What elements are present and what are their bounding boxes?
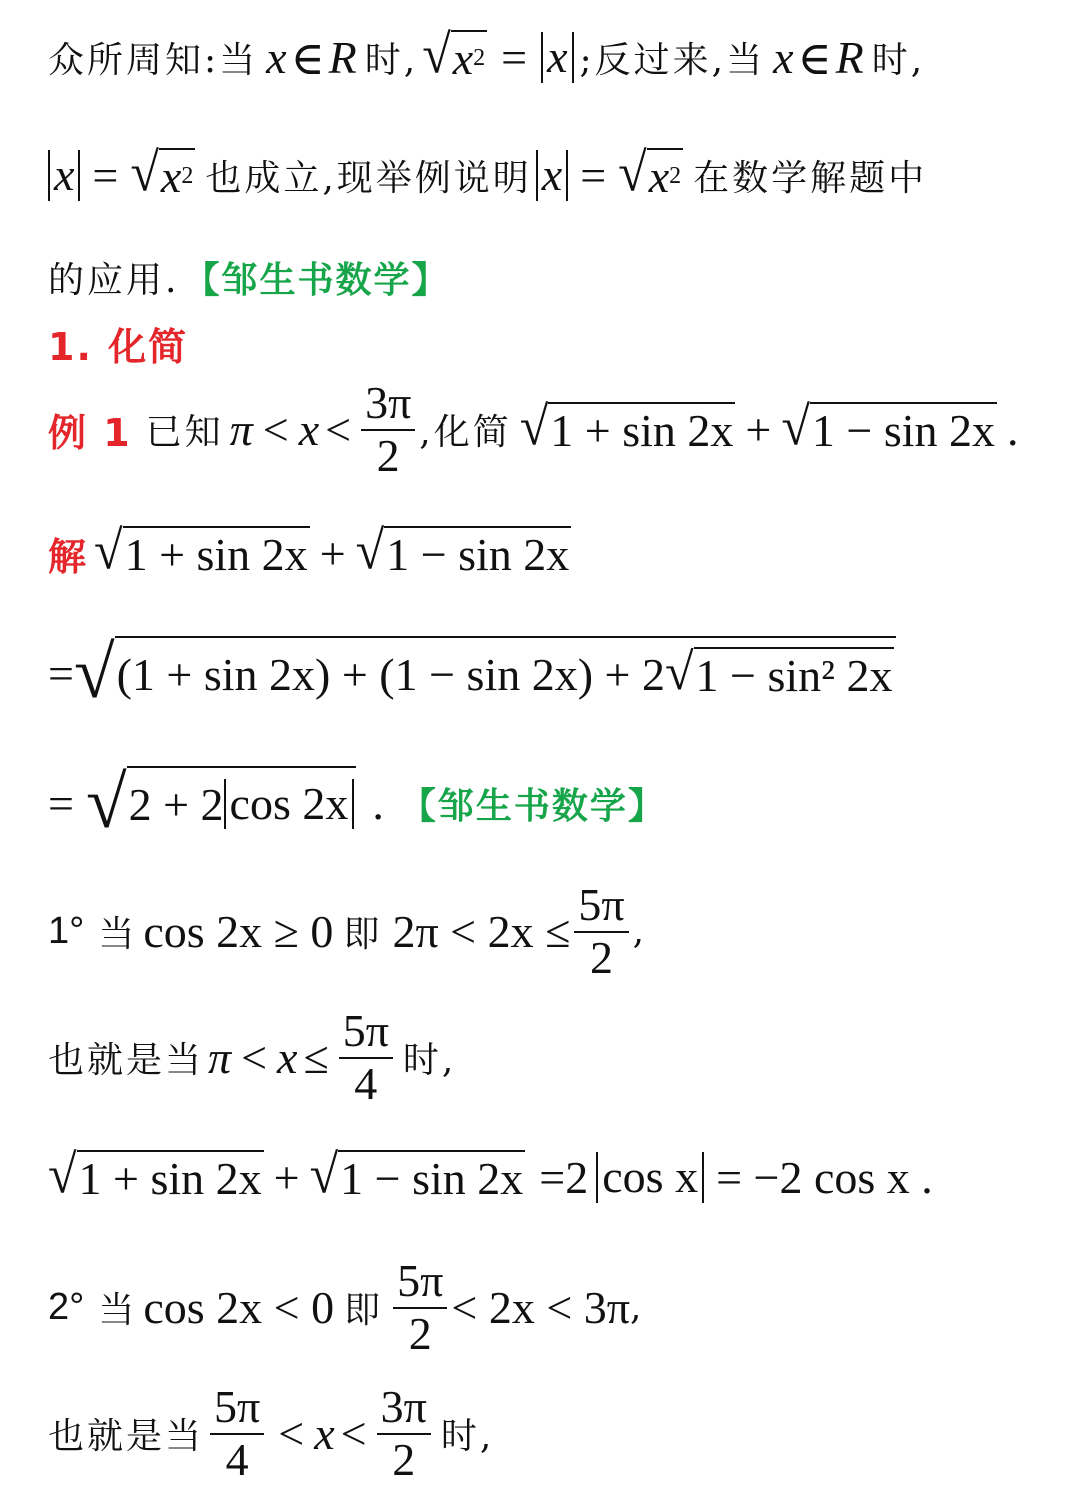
sqrt-one-minus-sin-squared <box>664 643 894 702</box>
case1-ie: 即 <box>343 914 383 956</box>
lt-symbol: < <box>278 1408 305 1460</box>
case1-marker: 1° <box>48 910 85 953</box>
radicand <box>127 766 357 840</box>
denominator: 2 <box>376 429 400 481</box>
abs-x: x <box>541 32 573 83</box>
plus-symbol: + <box>745 404 772 456</box>
result-eq-two: =2 <box>539 1152 589 1203</box>
intro-text-5: 也成立,现举例说明 <box>205 158 532 199</box>
case2-line-1: 2° 当 cos 2x < 0 即 $\frac{5\pi}{2}$ < 2x < 3π , <box>48 1255 645 1359</box>
numerator: 3π <box>361 378 415 431</box>
radicand <box>115 636 897 710</box>
solution-line-1 <box>48 521 571 582</box>
fraction-5pi-over-4 <box>210 1382 264 1485</box>
denominator: 2 <box>589 931 613 983</box>
radicand: x 2 <box>647 148 683 203</box>
radicand: 1 − sin 2x <box>338 1150 525 1205</box>
le-symbol: ≤ <box>303 1032 329 1084</box>
case2-when: 当 <box>98 1290 138 1332</box>
abs-cosx: cos x <box>596 1152 704 1203</box>
abs-cos2x: cos 2x <box>224 779 355 830</box>
example-text-1: 已知 <box>145 412 224 454</box>
denominator: 4 <box>354 1057 378 1109</box>
equals: = <box>48 647 74 699</box>
var-x: x <box>314 1408 335 1460</box>
plus-symbol: + <box>273 1152 300 1203</box>
period: . <box>1007 404 1019 456</box>
sqrt-one-minus-sin <box>781 397 997 458</box>
sqrt-x-squared <box>130 143 195 204</box>
numerator: 5π <box>210 1382 264 1435</box>
expanded-sum: (1 + sin 2x) + (1 − sin 2x) + 2 <box>116 648 665 700</box>
var-x: x <box>773 32 794 83</box>
radical-sign: √ <box>309 1145 339 1206</box>
case1-also: 也就是当 <box>48 1040 205 1082</box>
abs-x: x <box>48 150 80 201</box>
case2-marker: 2° <box>48 1286 85 1329</box>
set-R: R <box>328 32 357 83</box>
section-heading <box>48 316 188 371</box>
numerator: 3π <box>377 1382 431 1435</box>
case1-result <box>48 1145 933 1206</box>
two-plus-two: 2 + 2 <box>128 778 224 830</box>
denominator: 2 <box>408 1307 432 1359</box>
var-x: x <box>452 33 474 84</box>
radical-sign: √ <box>664 643 694 701</box>
set-R: R <box>835 32 864 83</box>
radical-sign: √ <box>422 25 451 86</box>
sqrt-one-minus-sin <box>309 1145 526 1206</box>
fraction-3pi-over-2 <box>377 1382 431 1485</box>
plus-symbol: + <box>319 528 346 579</box>
radical-sign: √ <box>94 521 123 582</box>
abs-x: x <box>536 150 568 201</box>
fraction-5pi-over-4 <box>339 1006 393 1109</box>
intro-line-2 <box>48 143 928 204</box>
var-x: x <box>266 32 287 83</box>
pi-symbol: π <box>229 404 253 456</box>
lt-symbol: < <box>262 404 289 456</box>
sqrt-x-squared <box>618 143 683 204</box>
radicand: 1 + sin 2x <box>548 402 735 457</box>
brand-tag: 【邹生书数学】 <box>399 785 666 827</box>
lt-symbol: < <box>340 1408 367 1460</box>
brand-tag: 【邹生书数学】 <box>183 260 450 301</box>
intro-text-6: 在数学解题中 <box>693 158 928 199</box>
case1-range: 2π < 2x ≤ <box>392 906 571 958</box>
intro-text-1: 众所周知:当 <box>48 40 259 81</box>
lt-symbol: < <box>325 404 352 456</box>
intro-text-2: 时, <box>364 40 419 81</box>
numerator: 5π <box>339 1006 393 1059</box>
case2-condition: cos 2x < 0 <box>143 1282 335 1334</box>
equals: = <box>48 777 74 829</box>
radicand: 1 − sin² 2x <box>694 647 895 702</box>
intro-text-4: 时, <box>871 40 926 81</box>
numerator: 5π <box>574 880 628 933</box>
pi-symbol: π <box>208 1032 232 1084</box>
sqrt-x-squared <box>422 25 487 86</box>
radicand: x 2 <box>451 30 487 85</box>
sqrt-one-plus-sin <box>94 521 310 582</box>
radicand: 1 + sin 2x <box>77 1150 264 1205</box>
equals: = <box>501 32 528 83</box>
period: . <box>372 777 384 829</box>
var-x: x <box>160 151 182 202</box>
case2-also: 也就是当 <box>48 1416 205 1458</box>
in-symbol: ∈ <box>290 32 325 84</box>
case2-time: 时, <box>440 1416 495 1458</box>
example-text-2: ,化简 <box>419 412 512 454</box>
sqrt-expanded <box>73 632 897 714</box>
radical-sign: √ <box>73 632 115 714</box>
equals: = <box>92 150 119 201</box>
sqrt-one-plus-sin <box>48 1145 264 1206</box>
lt-symbol: < <box>241 1032 268 1084</box>
var-x: x <box>277 1032 298 1084</box>
radicand: 1 − sin 2x <box>384 526 571 581</box>
case1-line-1: 1° 当 cos 2x ≥ 0 即 2π < 2x ≤ $\frac{5\pi}{2}$ , <box>48 879 648 983</box>
equals: = <box>580 150 607 201</box>
radicand: 1 − sin 2x <box>810 402 997 457</box>
in-symbol: ∈ <box>797 32 832 84</box>
section-title: 1. 化简 <box>48 325 189 369</box>
numerator: 5π <box>393 1256 447 1309</box>
case1-when: 当 <box>98 914 138 956</box>
radicand: x 2 <box>159 148 195 203</box>
radical-sign: √ <box>618 143 647 204</box>
case1-condition: cos 2x ≥ 0 <box>143 906 334 958</box>
var-x: x <box>298 404 320 456</box>
radical-sign: √ <box>519 397 549 458</box>
denominator: 4 <box>225 1433 249 1485</box>
radical-sign: √ <box>130 143 159 204</box>
sqrt-one-plus-sin <box>519 397 736 458</box>
sqrt-two-plus-two-abs-cos <box>85 762 356 844</box>
case2-range: < 2x < 3π <box>451 1282 630 1334</box>
intro-text-3: ;反过来,当 <box>579 40 766 81</box>
case2-line-2 <box>48 1382 494 1485</box>
solution-line-3 <box>48 762 666 844</box>
solution-line-2 <box>48 632 896 714</box>
denominator: 2 <box>392 1433 416 1485</box>
intro-line-3 <box>48 252 449 303</box>
case2-ie: 即 <box>344 1290 384 1332</box>
fraction-3pi-over-2 <box>361 378 415 481</box>
radical-sign: √ <box>355 521 385 582</box>
solution-label: 解 <box>48 535 89 579</box>
case1-line-2 <box>48 1006 456 1109</box>
result-end: = −2 cos x . <box>716 1152 933 1203</box>
example-label: 例 1 <box>48 411 132 456</box>
fraction-5pi-over-2 <box>393 1256 447 1359</box>
radical-sign: √ <box>781 397 810 458</box>
radical-sign: √ <box>48 1145 77 1206</box>
intro-text-7: 的应用. <box>48 260 180 301</box>
sqrt-one-minus-sin <box>355 521 572 582</box>
radical-sign: √ <box>85 762 127 844</box>
fraction-5pi-over-2 <box>574 880 628 983</box>
radicand: 1 + sin 2x <box>123 526 310 581</box>
case1-time: 时, <box>402 1040 457 1082</box>
example-line <box>48 378 1019 481</box>
var-x: x <box>648 151 670 202</box>
intro-line-1 <box>48 25 926 86</box>
